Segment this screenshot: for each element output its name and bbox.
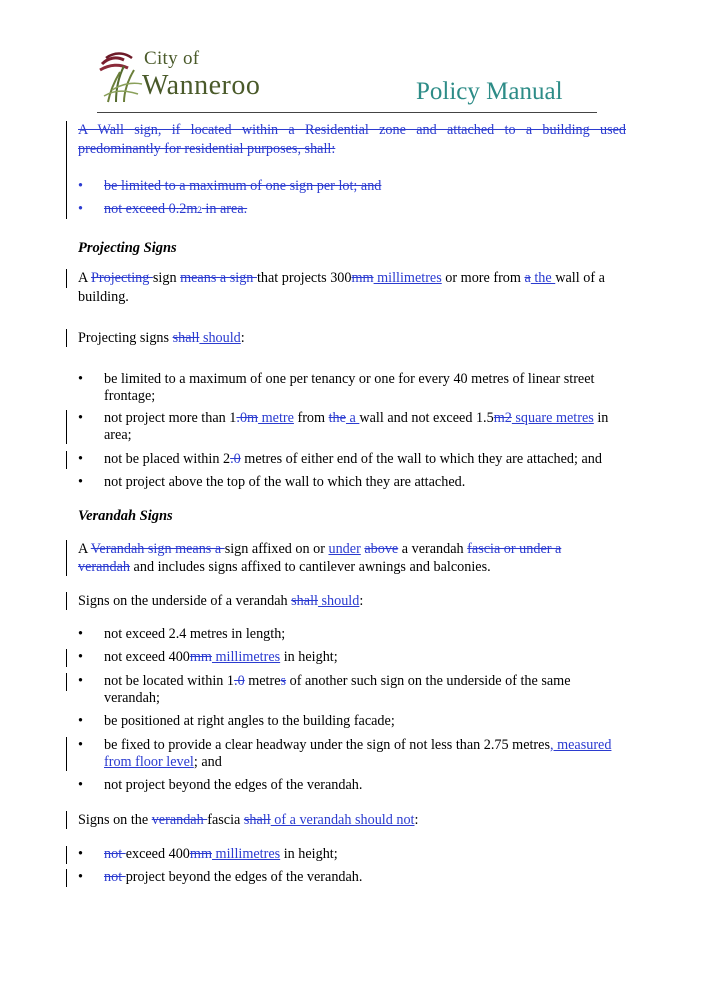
underside-bullet-6: not project beyond the edges of the verandah. [104, 777, 363, 793]
change-bar [66, 269, 67, 288]
bullet-mark: • [78, 869, 83, 885]
wall-bullet-2: not exceed 0.2m2 in area. [104, 201, 248, 217]
underside-bullet-4: be positioned at right angles to the building facade; [104, 713, 395, 729]
page-title: Policy Manual [416, 78, 563, 105]
city-logo [98, 48, 273, 106]
bullet-mark: • [78, 410, 83, 426]
fascia-bullet-1: not exceed 400mm millimetres in height; [104, 846, 338, 862]
verandah-definition-line2: verandah and includes signs affixed to cantilever awnings and balconies. [78, 559, 491, 575]
kangaroo-paw-icon [98, 50, 144, 104]
underside-bullet-2: not exceed 400mm millimetres in height; [104, 649, 338, 665]
change-bar [66, 329, 67, 347]
projecting-definition-line2: building. [78, 289, 129, 305]
verandah-signs-heading: Verandah Signs [78, 508, 173, 524]
verandah-definition-line1: A Verandah sign means a sign affixed on or under above a verandah fascia or under a [78, 541, 562, 557]
wall-sign-para-line2: predominantly for residential purposes, shall: [78, 141, 336, 157]
projecting-definition-line1: A Projecting sign means a sign that projects 300mm millimetres or more from a the wall of a [78, 270, 605, 286]
change-bar [66, 410, 67, 444]
header-divider [97, 112, 597, 113]
underside-bullet-3: not be located within 1.0 metres of another such sign on the underside of the same verandah; [104, 673, 571, 706]
change-bar [66, 540, 67, 576]
change-bar [66, 811, 67, 829]
bullet-mark: • [78, 178, 83, 194]
bullet-mark: • [78, 846, 83, 862]
verandah-fascia-intro: Signs on the verandah fascia shall of a verandah should not: [78, 812, 419, 828]
underside-bullet-1: not exceed 2.4 metres in length; [104, 626, 286, 642]
change-bar [66, 673, 67, 691]
bullet-mark: • [78, 649, 83, 665]
projecting-intro: Projecting signs shall should: [78, 330, 245, 346]
projecting-bullet-3: not be placed within 2.0 metres of either end of the wall to which they are attached; and [104, 451, 602, 467]
bullet-mark: • [78, 474, 83, 490]
verandah-underside-intro: Signs on the underside of a verandah shall should: [78, 593, 364, 609]
underside-bullet-5: be fixed to provide a clear headway under the sign of not less than 2.75 metres, measured from floor level; and [104, 737, 612, 770]
wall-bullet-1: be limited to a maximum of one sign per lot; and [104, 178, 382, 194]
change-bar [66, 592, 67, 610]
projecting-bullet-2: not project more than 1.0m metre from the a wall and not exceed 1.5m2 square metres in area; [104, 410, 609, 443]
logo-name-text: Wanneroo [142, 70, 261, 101]
bullet-mark: • [78, 777, 83, 793]
wall-sign-para-line1: A Wall sign, if located within a Residential zone and attached to a building used [78, 122, 626, 138]
bullet-mark: • [78, 713, 83, 729]
projecting-bullet-4: not project above the top of the wall to which they are attached. [104, 474, 466, 490]
bullet-mark: • [78, 673, 83, 689]
change-bar [66, 121, 67, 219]
change-bar [66, 846, 67, 864]
projecting-bullet-1: be limited to a maximum of one per tenancy or one for every 40 metres of linear street frontage; [104, 371, 595, 404]
projecting-signs-heading: Projecting Signs [78, 240, 177, 256]
change-bar [66, 451, 67, 469]
bullet-mark: • [78, 626, 83, 642]
bullet-mark: • [78, 737, 83, 753]
bullet-mark: • [78, 201, 83, 217]
logo-city-text: City of [144, 48, 200, 69]
bullet-mark: • [78, 451, 83, 467]
change-bar [66, 869, 67, 887]
bullet-mark: • [78, 371, 83, 387]
change-bar [66, 737, 67, 771]
change-bar [66, 649, 67, 667]
fascia-bullet-2: not project beyond the edges of the verandah. [104, 869, 363, 885]
